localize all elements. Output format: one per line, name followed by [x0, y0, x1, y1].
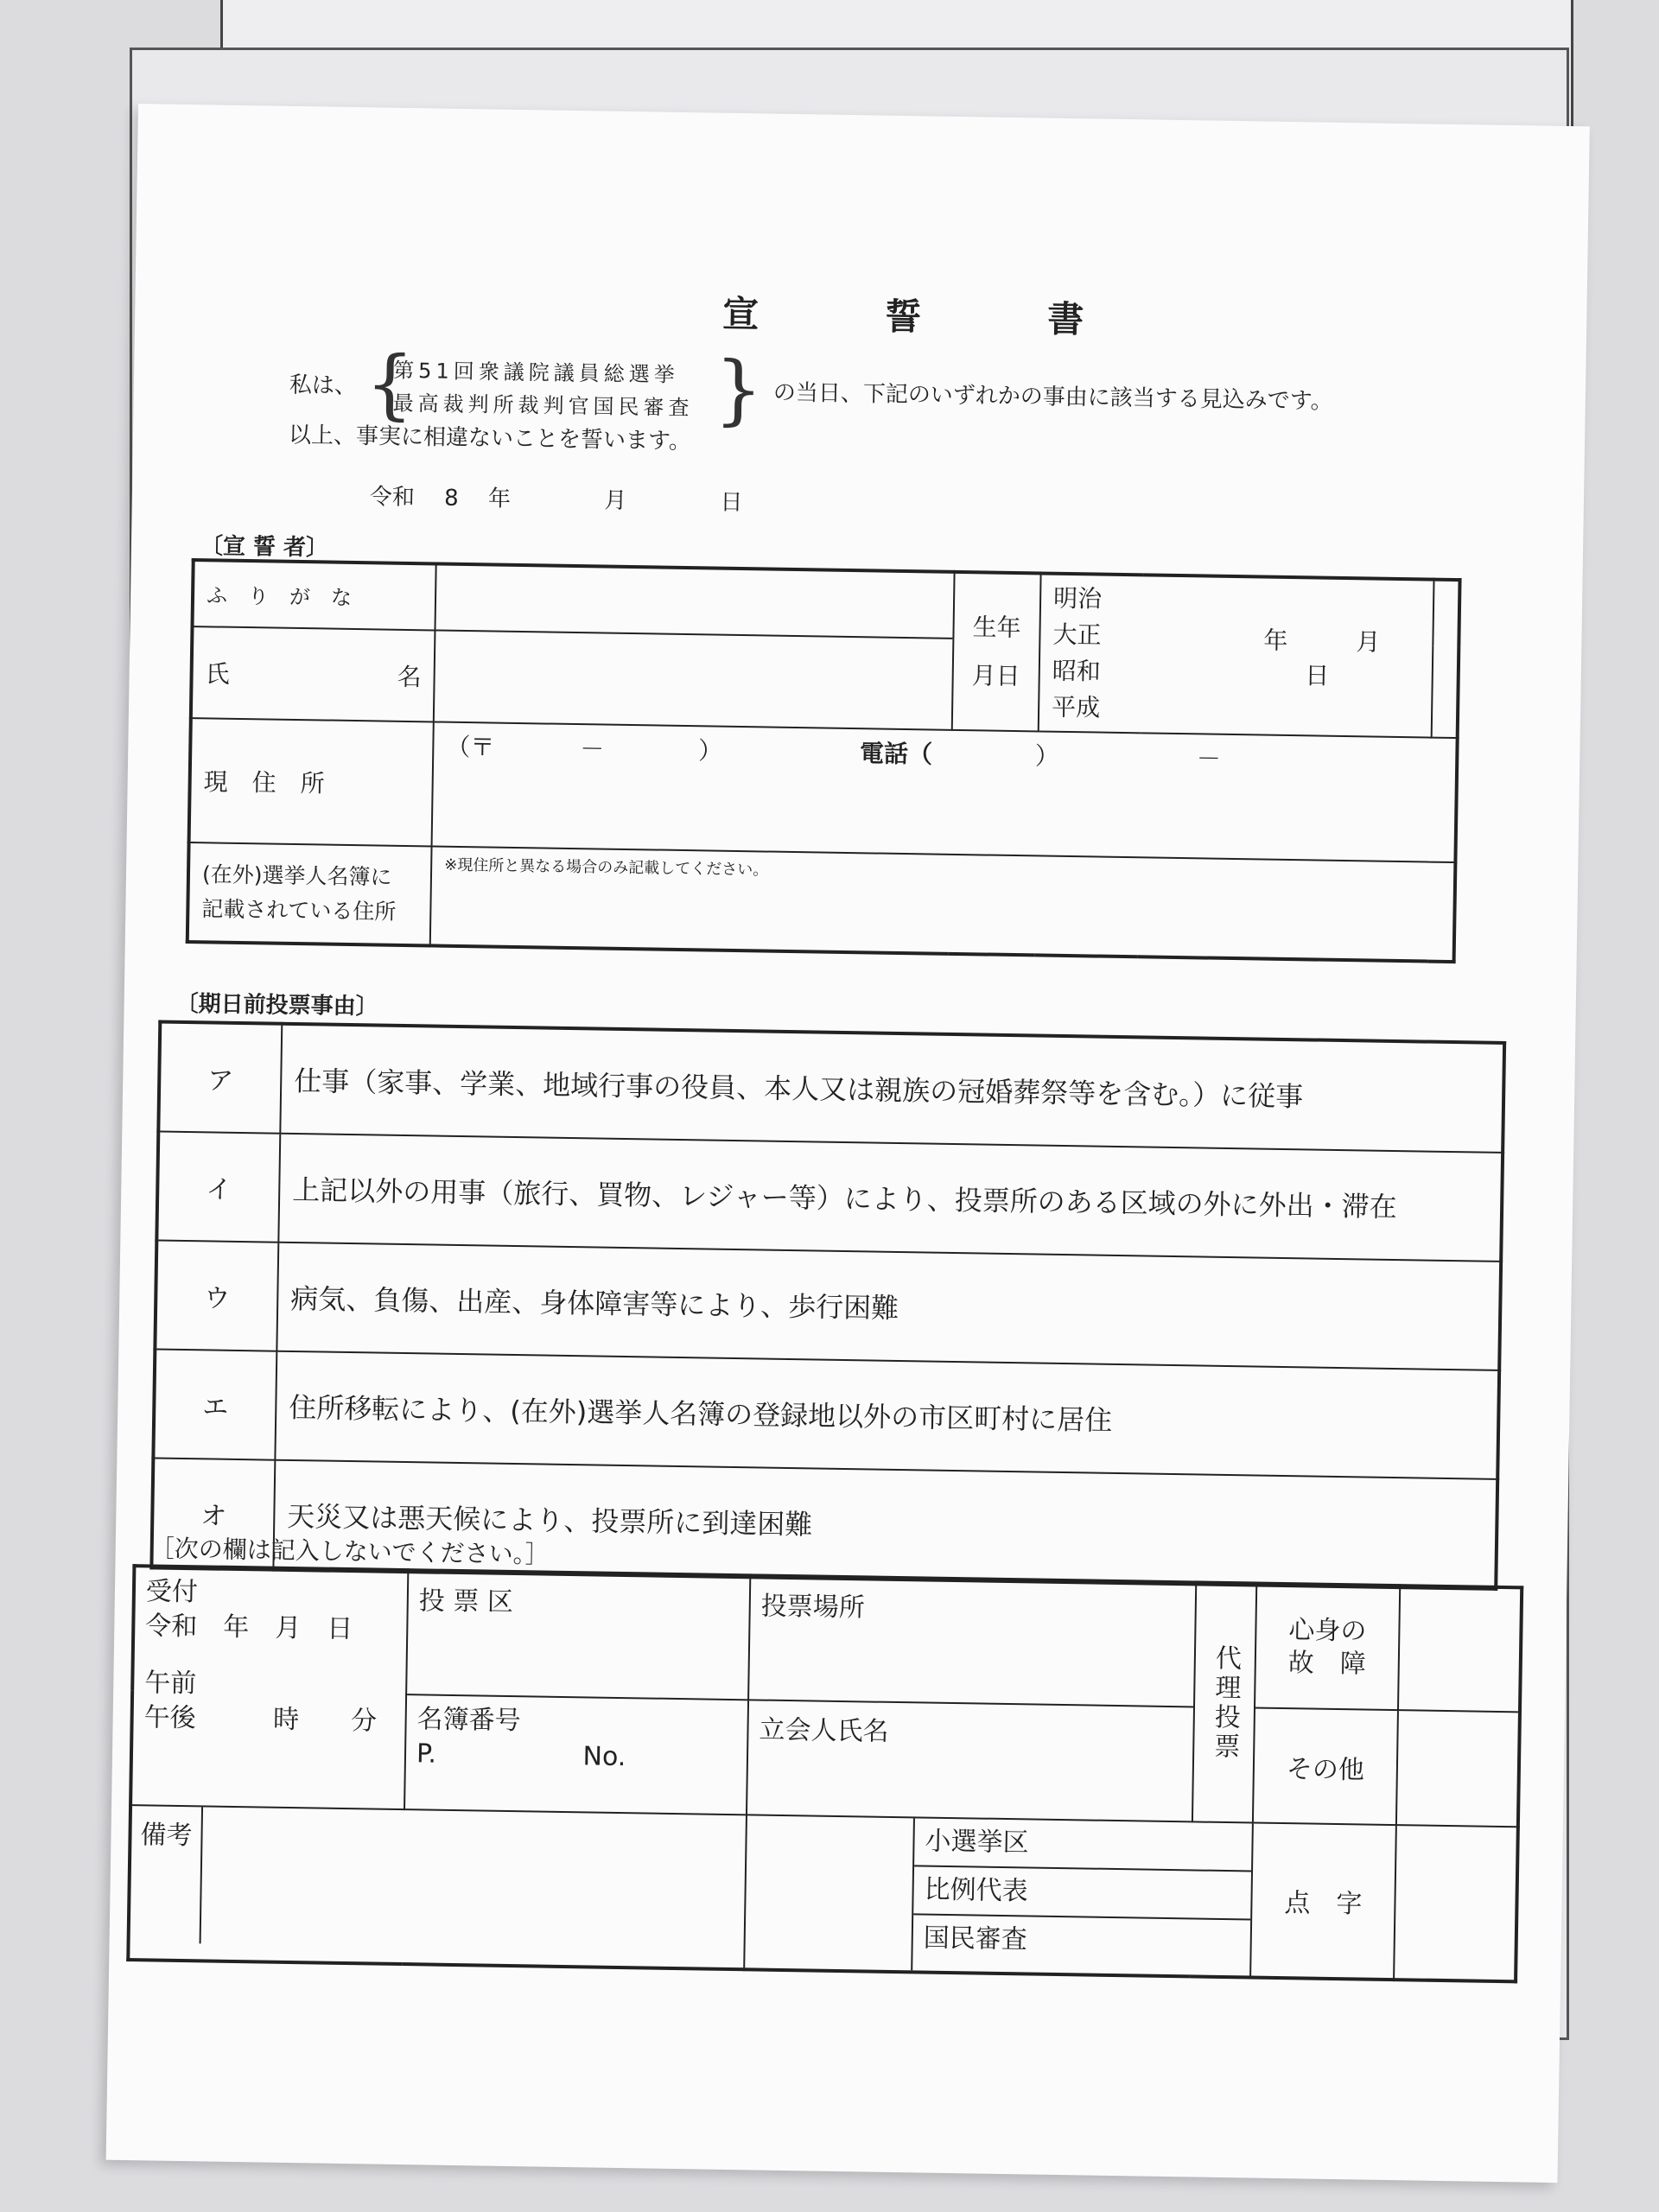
birth-year-unit: 年	[1263, 626, 1288, 655]
furigana-field[interactable]	[435, 563, 954, 638]
proxy-option1-a: 心身の	[1288, 1614, 1367, 1647]
name-label-1: 氏	[205, 659, 230, 689]
furigana-label: ふ り が な	[193, 560, 436, 630]
proxy-check-disability[interactable]	[1398, 1586, 1522, 1712]
date-year-unit: 年	[487, 486, 512, 512]
reason-row[interactable]	[156, 1132, 1503, 1262]
ballot-types-list	[911, 1818, 1252, 1975]
place-label: 投票場所	[748, 1575, 1196, 1707]
date-month-unit: 月	[603, 487, 627, 514]
received-date: 令和 年 月 日	[145, 1611, 353, 1645]
reason-key: イ	[156, 1132, 280, 1243]
registered-address-field[interactable]	[430, 846, 1456, 962]
oath-form-paper	[106, 104, 1590, 2183]
reason-text: 天災又は悪天候により、投票所に到達困難	[273, 1460, 1497, 1589]
office-section-label: ［次の欄は記入しないでください。］	[149, 1534, 550, 1569]
register-number-label: 名簿番号	[416, 1704, 521, 1737]
received-label: 受付	[145, 1576, 199, 1608]
address-label: 現 住 所	[189, 718, 434, 846]
braille-check[interactable]	[1394, 1825, 1518, 1981]
declarant-section-label: 〔宣 誓 者〕	[200, 533, 329, 562]
era-option[interactable]: 大正	[1052, 620, 1102, 650]
registered-label-1: (在外)選挙人名簿に	[201, 861, 392, 890]
ballot-type: 国民審査	[923, 1923, 1028, 1955]
register-number-cell	[404, 1694, 748, 1815]
register-page-no	[416, 1737, 737, 1777]
braille-label: 点 字	[1250, 1823, 1396, 1980]
reason-key: ア	[158, 1022, 282, 1134]
proxy-option-disability	[1255, 1584, 1400, 1711]
postal-dash: －	[579, 734, 605, 764]
reasons-section-label: 〔期日前投票事由〕	[175, 990, 378, 1020]
reason-key: オ	[151, 1458, 275, 1569]
name-label	[191, 626, 435, 722]
oath-statement: 以上、事実に相違ないことを誓います。	[288, 422, 692, 455]
address-field[interactable]	[432, 721, 1432, 861]
pm-label: 午後	[143, 1702, 196, 1734]
birthdate-label	[952, 572, 1041, 732]
proxy-option1-b: 故 障	[1287, 1647, 1367, 1680]
reason-key: エ	[153, 1349, 276, 1459]
reason-row[interactable]	[158, 1022, 1504, 1153]
address-spacer	[1429, 738, 1457, 862]
reason-text: 仕事（家事、学業、地域行事の役員、本人又は親族の冠婚葬祭等を含む。）に従事	[280, 1024, 1504, 1153]
reason-text: 上記以外の用事（旅行、買物、レジャー等）により、投票所のある区域の外に外出・滞在	[278, 1134, 1503, 1262]
reason-text: 住所移転により、(在外)選挙人名簿の登録地以外の市区町村に居住	[275, 1351, 1499, 1479]
left-brace-icon: {	[365, 339, 415, 429]
remarks-label: 備考	[130, 1806, 203, 1943]
birth-day-unit: 日	[1304, 661, 1330, 690]
witness-label: 立会人氏名	[747, 1700, 1194, 1821]
review-name: 最高裁判所裁判官国民審査	[392, 391, 694, 421]
declarant-table	[186, 558, 1462, 963]
era-option[interactable]: 昭和	[1052, 656, 1102, 686]
postal-open: （〒	[446, 732, 495, 762]
right-brace-icon: }	[714, 344, 764, 435]
ballot-types-cell	[744, 1815, 1253, 1977]
ballot-spacer	[745, 1815, 913, 1970]
era-option[interactable]: 平成	[1051, 692, 1101, 722]
page-label: P.	[416, 1738, 437, 1770]
reason-row[interactable]	[153, 1349, 1499, 1478]
proxy-option-other: その他	[1253, 1708, 1398, 1826]
date-era: 令和	[369, 484, 416, 512]
remarks-cell[interactable]	[128, 1805, 747, 1969]
district-label: 投 票 区	[406, 1570, 750, 1700]
reason-row[interactable]	[155, 1240, 1501, 1370]
reasons-table	[149, 1020, 1506, 1590]
reason-key: ウ	[155, 1240, 278, 1351]
reason-text: 病気、負傷、出産、身体障害等により、歩行困難	[276, 1243, 1501, 1370]
birthdate-label-1: 生年	[972, 613, 1021, 643]
form-date	[370, 479, 743, 517]
received-cell	[130, 1566, 408, 1809]
birth-month-unit: 月	[1356, 627, 1381, 657]
proxy-check-other[interactable]	[1396, 1710, 1520, 1827]
intro-prefix: 私は、	[289, 372, 358, 400]
birthdate-label-2: 月日	[971, 661, 1020, 691]
proxy-vote-label: 代理投票	[1192, 1582, 1256, 1822]
era-option[interactable]: 明治	[1052, 583, 1103, 613]
ballot-type: 比例代表	[913, 1866, 1251, 1920]
ballot-type: 小選挙区	[914, 1818, 1252, 1872]
office-use-table	[126, 1564, 1523, 1983]
phone-dash: －	[1196, 744, 1222, 773]
pm-time	[143, 1700, 395, 1739]
name-field[interactable]	[434, 630, 954, 730]
number-label: No.	[582, 1741, 626, 1773]
date-day-unit: 日	[720, 489, 743, 517]
election-name: 第51回衆議院議員総選挙	[392, 358, 679, 387]
document-title: 宣 誓 書	[721, 292, 1129, 342]
phone-label: 電話（	[859, 739, 933, 769]
intro-suffix: の当日、下記のいずれかの事由に該当する見込みです。	[772, 379, 1333, 415]
postal-close: ）	[697, 736, 723, 766]
era-options[interactable]	[1039, 573, 1144, 733]
election-brace	[365, 339, 764, 435]
registered-label-2: 記載されている住所	[201, 896, 397, 925]
name-label-2: 名	[397, 662, 422, 692]
registered-address-label	[188, 842, 432, 945]
am-label: 午前	[144, 1668, 197, 1700]
date-year: 8	[443, 485, 459, 512]
birthdate-field[interactable]	[1141, 575, 1434, 737]
time-label: 時 分	[272, 1704, 378, 1737]
registered-note: ※現住所と異なる場合のみ記載してください。	[444, 855, 769, 880]
phone-close: ）	[1034, 741, 1060, 771]
